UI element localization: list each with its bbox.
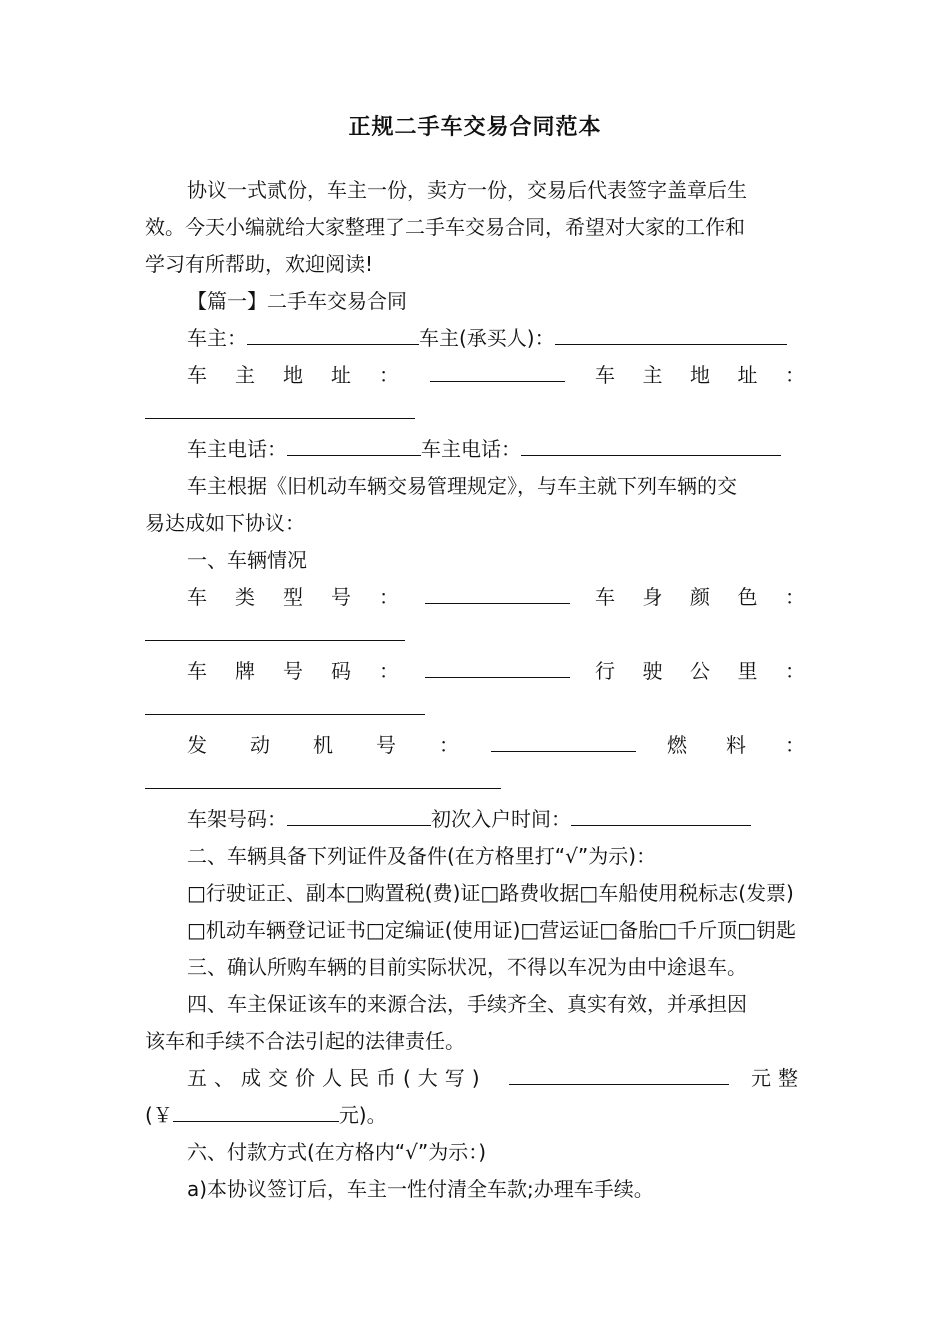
color-label: 车 身 颜 色 ： [595, 585, 805, 609]
mileage-blank-row [145, 690, 805, 727]
plate-blank[interactable] [425, 676, 570, 678]
color-blank-row [145, 616, 805, 653]
fuel-blank[interactable] [145, 787, 501, 789]
model-blank[interactable] [425, 602, 570, 604]
section-6-option-a: a)本协议签订后，车主一性付清全车款;办理车手续。 [187, 1177, 654, 1201]
plate-label: 车 牌 号 码 ： [187, 659, 399, 683]
phone-a-label: 车主电话： [187, 437, 287, 461]
section-4-line-1: 四、车主保证该车的来源合法，手续齐全、真实有效，并承担因 [187, 992, 747, 1016]
model-row [187, 579, 805, 616]
buyer-label: 车主(承买人)： [419, 326, 555, 350]
basis-line-2: 易达成如下协议： [145, 511, 305, 535]
engine-blank[interactable] [491, 750, 636, 752]
section-2-heading: 二、车辆具备下列证件及备件(在方格里打“√”为示)： [187, 844, 657, 868]
yen-close: 元)。 [338, 1103, 387, 1127]
engine-label: 发 动 机 号 ： [187, 733, 459, 757]
fuel-blank-row [145, 764, 805, 801]
fuel-label: 燃 料 ： [667, 733, 805, 757]
frame-row [187, 801, 805, 838]
section-3: 三、确认所购车辆的目前实际状况，不得以车况为由中途退车。 [187, 955, 747, 979]
color-blank[interactable] [145, 639, 405, 641]
frame-blank[interactable] [287, 824, 431, 826]
address-b-label: 车 主 地 址 ： [595, 363, 805, 387]
price-words-blank[interactable] [509, 1083, 729, 1085]
owner-blank[interactable] [247, 343, 419, 345]
docs-line-1: □行驶证正、副本□购置税(费)证□路费收据□车船使用税标志(发票) [187, 881, 794, 905]
address-a-label: 车 主 地 址 ： [187, 363, 399, 387]
basis-line-1: 车主根据《旧机动车辆交易管理规定》，与车主就下列车辆的交 [187, 474, 737, 498]
price-label: 五、成交价人民币(大写) [187, 1066, 487, 1090]
model-label: 车 类 型 号 ： [187, 585, 399, 609]
yen-open: (￥ [145, 1103, 173, 1127]
owner-label: 车主： [187, 326, 247, 350]
phone-b-blank[interactable] [521, 454, 781, 456]
address-row [187, 357, 805, 394]
phone-row [187, 431, 805, 468]
price-number-row [145, 1097, 805, 1134]
mileage-blank[interactable] [145, 713, 425, 715]
intro-line-1: 协议一式贰份，车主一份，卖方一份，交易后代表签字盖章后生 [187, 178, 747, 202]
section-1-heading: 一、车辆情况 [187, 548, 307, 572]
frame-label: 车架号码： [187, 807, 287, 831]
intro-line-3: 学习有所帮助，欢迎阅读! [145, 252, 374, 276]
address-b-blank[interactable] [145, 417, 415, 419]
price-number-blank[interactable] [173, 1120, 339, 1122]
price-row [187, 1060, 805, 1097]
phone-b-label: 车主电话： [421, 437, 521, 461]
section-6-heading: 六、付款方式(在方格内“√”为示：) [187, 1140, 487, 1164]
engine-row [187, 727, 805, 764]
owner-row [187, 320, 805, 357]
section-4-line-2: 该车和手续不合法引起的法律责任。 [145, 1029, 465, 1053]
mileage-label: 行 驶 公 里 ： [595, 659, 805, 683]
plate-row [187, 653, 805, 690]
buyer-blank[interactable] [555, 343, 787, 345]
register-time-blank[interactable] [571, 824, 751, 826]
page-title: 正规二手车交易合同范本 [348, 115, 602, 140]
section-heading: 【篇一】二手车交易合同 [187, 289, 407, 313]
register-time-label: 初次入户时间： [431, 807, 571, 831]
price-unit: 元整 [750, 1066, 805, 1090]
phone-a-blank[interactable] [287, 454, 421, 456]
address-a-blank[interactable] [430, 380, 565, 382]
intro-line-2: 效。今天小编就给大家整理了二手车交易合同，希望对大家的工作和 [145, 215, 745, 239]
address-b-blank-row [145, 394, 805, 431]
docs-line-2: □机动车辆登记证书□定编证(使用证)□营运证□备胎□千斤顶□钥匙 [187, 918, 796, 942]
